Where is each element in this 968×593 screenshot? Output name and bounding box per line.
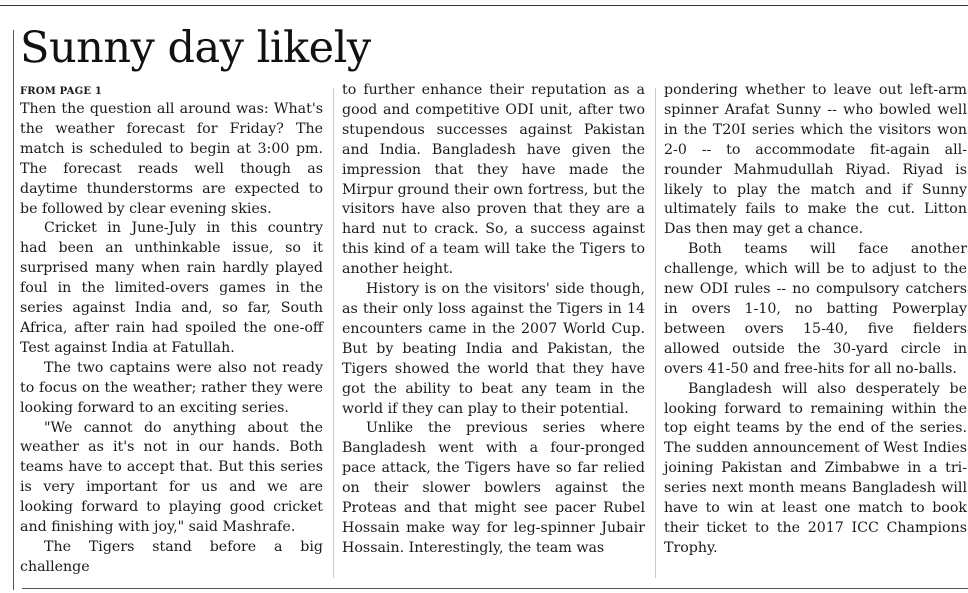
paragraph: Bangladesh will also desperately be looking forward to remaining within the top eight teams by the end of the series. The sudden announcement of West Indies joining Pakistan and Zimbabwe in a tri-series next month means Bangladesh will have to win at least one match to book their ticket to the 2017 ICC Champions Trophy. xyxy=(664,380,967,556)
paragraph: The two captains were also not ready to focus on the weather; rather they were looking forward to an exciting series. xyxy=(20,359,323,416)
bottom-rule xyxy=(22,588,968,589)
paragraph: to further enhance their reputation as a good and competitive ODI unit, after two stupendous successes against Pakistan and India. Bangladesh have given the impression that they have made the Mirpur ground their own fortress, but the visitors have also proven that they are a hard nut to crack. So, a success against this kind of a team will take the Tigers to another height. xyxy=(342,82,645,278)
column-divider xyxy=(655,88,656,578)
article-column-1 xyxy=(20,100,323,578)
article-column-2 xyxy=(342,81,645,559)
paragraph: Then the question all around was: What's the weather forecast for Friday? The match is scheduled to begin at 3:00 pm. The forecast reads well though as daytime thunderstorms are expected to be followed by clear evening skies. xyxy=(20,101,323,217)
top-rule xyxy=(0,5,968,6)
left-rule xyxy=(13,30,14,590)
paragraph: pondering whether to leave out left-arm spinner Arafat Sunny -- who bowled well in the T20I series which the visitors won 2-0 -- to accommodate fit-again all-rounder Mahmudullah Riyad. Riyad is likely to play the match and if Sunny ultimately fails to make the cut. Litton Das then may get a chance. xyxy=(664,82,967,238)
paragraph: Both teams will face another challenge, which will be to adjust to the new ODI rules -- no compulsory catchers in overs 1-10, no batting Powerplay between overs 15-40, five fielders allowed outside the 30-yard circle in overs 41-50 and free-hits for all no-balls. xyxy=(664,241,967,377)
paragraph: The Tigers stand before a big challenge xyxy=(20,538,323,575)
paragraph: History is on the visitors' side though, as their only loss against the Tigers in 14 encounters came in the 2007 World Cup. But by beating India and Pakistan, the Tigers showed the world that they have got the ability to beat any team in the world if they can play to their potential. xyxy=(342,281,645,417)
headline: Sunny day likely xyxy=(20,23,371,73)
paragraph: Cricket in June-July in this country had been an unthinkable issue, so it surprised many when rain hardly played foul in the limited-overs games in the series against India and, so far, South Africa, after rain had spoiled the one-off Test against India at Fatullah. xyxy=(20,220,323,356)
article-column-3 xyxy=(664,81,967,559)
paragraph: "We cannot do anything about the weather as it's not in our hands. Both teams have to accept that. But this series is very important for us and we are looking forward to playing good cricket and finishing with joy," said Mashrafe. xyxy=(20,419,323,536)
dateline: FROM PAGE 1 xyxy=(20,86,103,97)
column-divider xyxy=(333,88,334,578)
paragraph: Unlike the previous series where Bangladesh went with a four-pronged pace attack, the Tigers have so far relied on their slower bowlers against the Proteas and that might see pacer Rubel Hossain make way for leg-spinner Jubair Hossain. Interestingly, the team was xyxy=(342,420,645,556)
